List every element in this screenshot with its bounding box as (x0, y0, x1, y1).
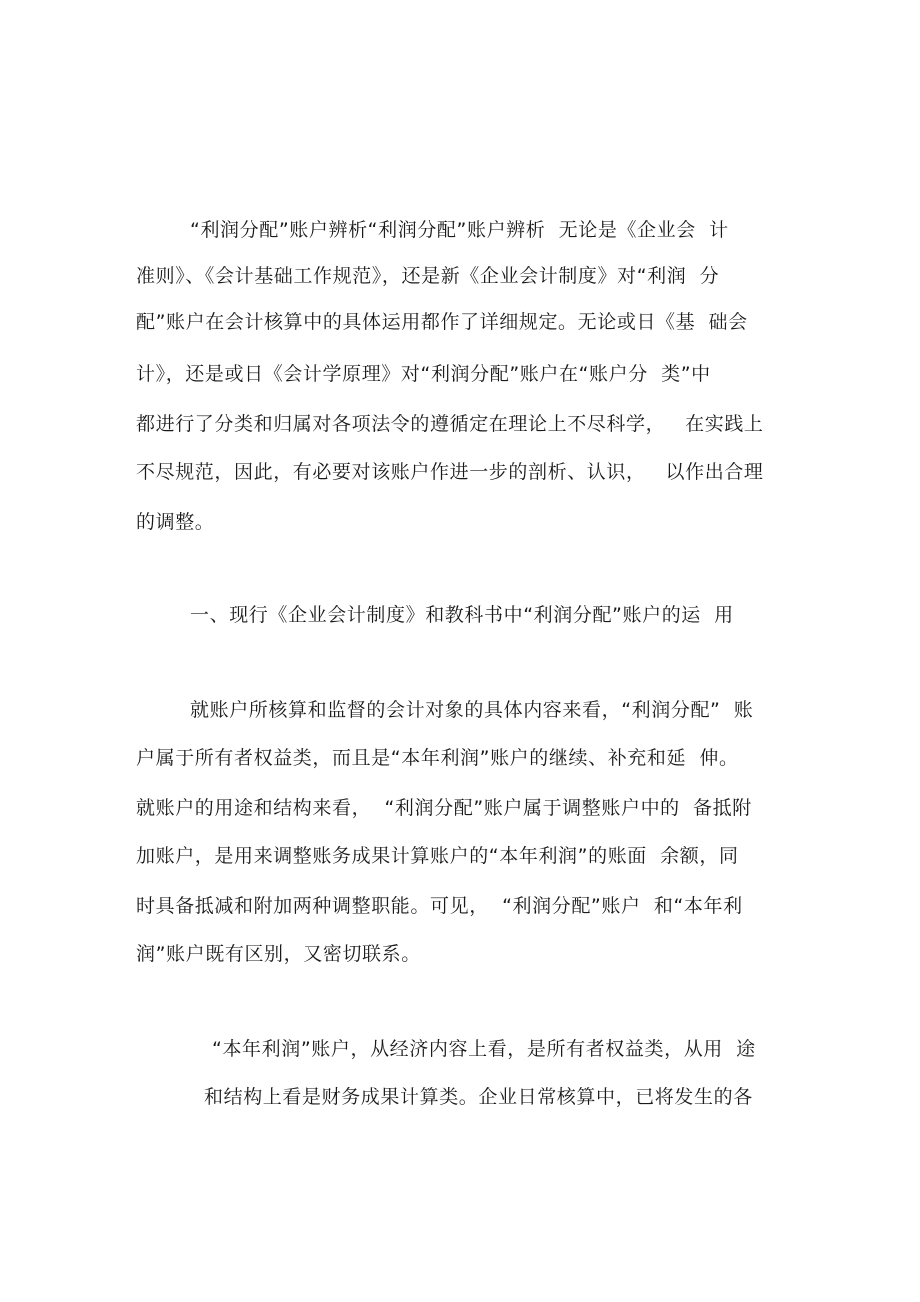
paragraph-1-line-2: 准则》、《会计基础工作规范》，还是新《企业会计制度》对“利润 分 (136, 265, 720, 287)
paragraph-2-line-6: 润”账户既有区别，又密切联系。 (136, 943, 421, 965)
paragraph-1-line-6: 不尽规范，因此，有必要对该账户作进一步的剖析、认识， 以作出合理 (136, 461, 764, 483)
section-heading: 一、现行《企业会计制度》和教科书中“利润分配”账户的运 用 (190, 604, 734, 626)
paragraph-1-line-4: 计》，还是或日《会计学原理》对“利润分配”账户在“账户分 类”中 (136, 363, 711, 385)
paragraph-2-line-1: 就账户所核算和监督的会计对象的具体内容来看，“利润分配” 账 (190, 699, 754, 721)
paragraph-2-line-3: 就账户的用途和结构来看， “利润分配”账户属于调整账户中的 备抵附 (136, 797, 752, 819)
paragraph-1-line-5: 都进行了分类和归属对各项法令的遵循定在理论上不尽科学， 在实践上 (136, 413, 764, 435)
paragraph-2-line-2: 户属于所有者权益类，而且是“本年利润”账户的继续、补充和延 伸。 (136, 747, 739, 769)
paragraph-1-line-3: 配”账户在会计核算中的具体运用都作了详细规定。无论或日《基 础会 (136, 311, 748, 333)
paragraph-2-line-4: 加账户，是用来调整账务成果计算账户的“本年利润”的账面 余额，同 (136, 845, 739, 867)
paragraph-3-line-2: 和结构上看是财务成果计算类。企业日常核算中，已将发生的各 (204, 1086, 753, 1108)
paragraph-1-line-7: 的调整。 (136, 511, 215, 533)
paragraph-2-line-5: 时具备抵减和附加两种调整职能。可见， “利润分配”账户 和“本年利 (136, 895, 743, 917)
paragraph-1-line-1: “利润分配”账户辨析“利润分配”账户辨析 无论是《企业会 计 (190, 219, 729, 241)
paragraph-3-line-1: “本年利润”账户，从经济内容上看，是所有者权益类，从用 途 (212, 1038, 756, 1060)
